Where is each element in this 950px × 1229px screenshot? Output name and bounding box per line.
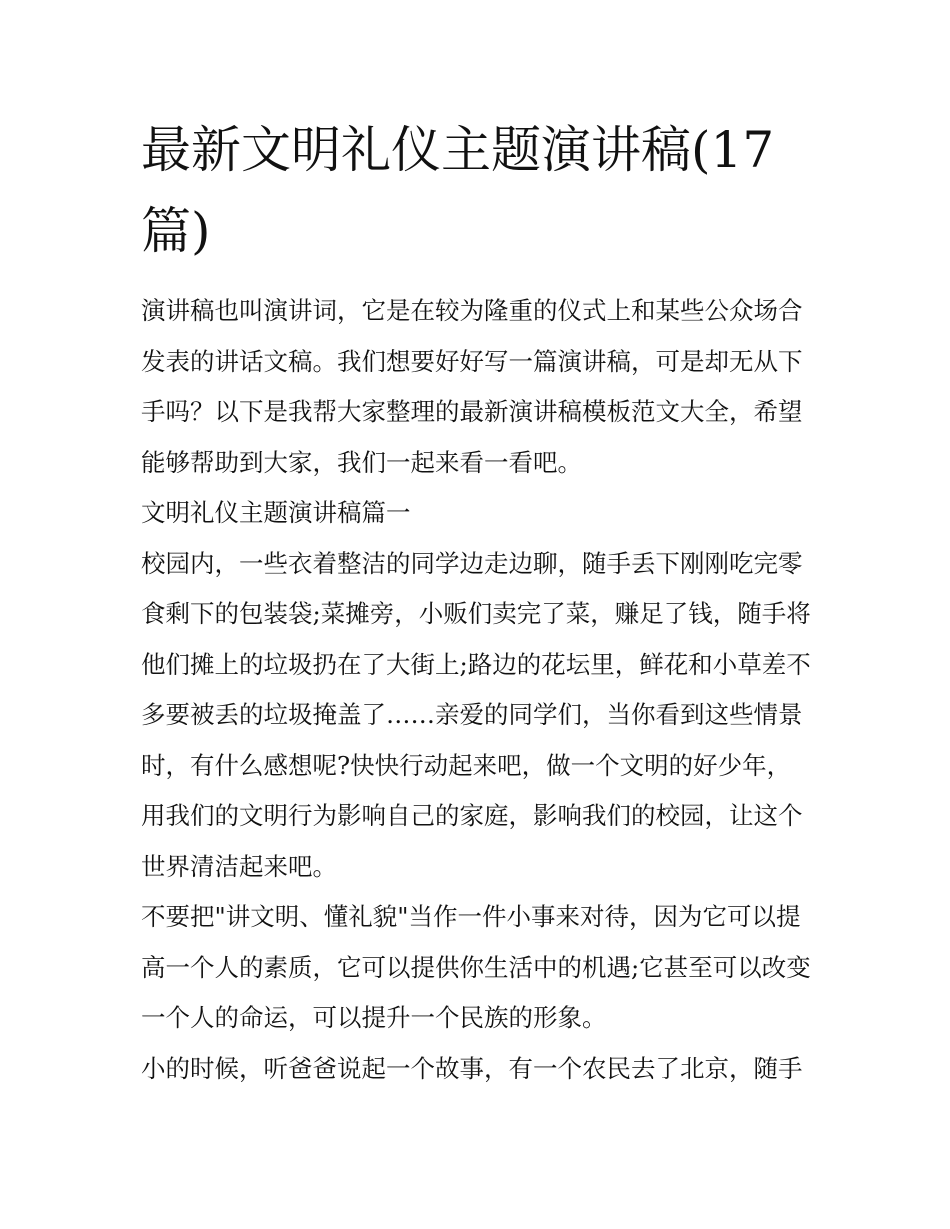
body-paragraph: 小的时候，听爸爸说起一个故事，有一个农民去了北京，随手 [141, 1053, 803, 1083]
document-title: 最新文明礼仪主题演讲稿(17篇) [141, 121, 775, 260]
document-body [141, 110, 813, 1094]
intro-paragraph: 演讲稿也叫演讲词，它是在较为隆重的仪式上和某些公众场合发表的讲话文稿。我们想要好好写一篇演讲稿，可是却无从下手吗？以下是我帮大家整理的最新演讲稿模板范文大全，希望能够帮助到大家，我们一起来看一看吧。 [141, 296, 803, 477]
body-paragraph: 不要把"讲文明、懂礼貌"当作一件小事来对待，因为它可以提高一个人的素质，它可以提供你生活中的机遇;它甚至可以改变一个人的命运，可以提升一个民族的形象。 [141, 902, 811, 1032]
body-paragraph: 校园内，一些衣着整洁的同学边走边聊，随手丢下刚刚吃完零食剩下的包装袋;菜摊旁，小贩们卖完了菜，赚足了钱，随手将他们摊上的垃圾扔在了大街上;路边的花坛里，鲜花和小草差不多要被丢的垃圾掩盖了……亲爱的同学们，当你看到这些情景时，有什么感想呢?快快行动起来吧，做一个文明的好少年，用我们的文明行为影响自己的家庭，影响我们的校园，让这个世界清洁起来吧。 [141, 548, 811, 881]
section-heading: 文明礼仪主题演讲稿篇一 [141, 498, 411, 527]
